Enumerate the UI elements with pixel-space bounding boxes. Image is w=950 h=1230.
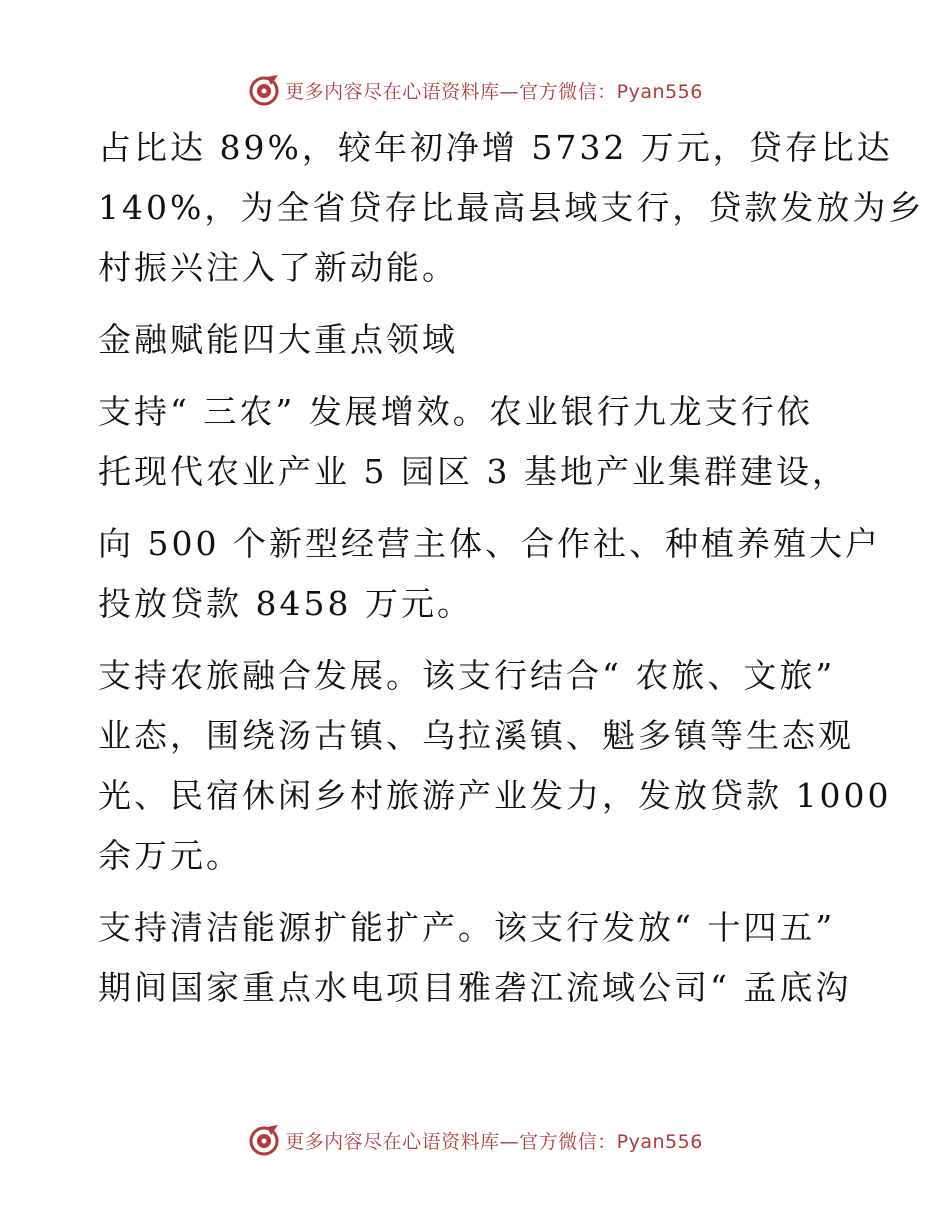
text-line: 金融赋能四大重点领域 (98, 320, 458, 359)
paragraph (98, 646, 892, 886)
paragraph (98, 118, 925, 298)
text-line: 投放贷款 8458 万元。 (98, 584, 473, 623)
text-line: 余万元。 (98, 836, 242, 875)
text-line: 支持清洁能源扩能扩产。该支行发放“ 十四五” (98, 908, 836, 947)
text-line: 支持农旅融合发展。该支行结合“ 农旅、文旅” (98, 656, 836, 695)
footer-watermark (0, 1120, 950, 1160)
pen-circle-logo-icon (247, 1123, 281, 1157)
text-line: 业态，围绕汤古镇、乌拉溪镇、魁多镇等生态观 (98, 716, 854, 755)
text-line: 托现代农业产业 5 园区 3 基地产业集群建设， (98, 452, 848, 491)
watermark-text: 更多内容尽在心语资料库—官方微信：Pyan556 (285, 1130, 703, 1153)
text-line: 光、民宿休闲乡村旅游产业发力，发放贷款 1000 (98, 776, 892, 815)
paragraph (98, 898, 852, 1018)
paragraph (98, 514, 881, 634)
section-heading (98, 310, 838, 370)
paragraph (98, 382, 848, 502)
header-watermark (0, 70, 950, 110)
text-line: 140%，为全省贷存比最高县域支行，贷款发放为乡 (98, 188, 925, 227)
text-line: 期间国家重点水电项目雅砻江流域公司“ 孟底沟 (98, 968, 852, 1007)
watermark-text: 更多内容尽在心语资料库—官方微信：Pyan556 (285, 80, 703, 103)
text-line: 占比达 89%，较年初净增 5732 万元，贷存比达 (98, 128, 893, 167)
document-body (98, 118, 925, 1018)
text-line: 村振兴注入了新动能。 (98, 248, 458, 287)
pen-circle-logo-icon (247, 73, 281, 107)
text-line: 向 500 个新型经营主体、合作社、种植养殖大户 (98, 524, 881, 563)
text-line: 支持“ 三农” 发展增效。农业银行九龙支行依 (98, 392, 813, 431)
